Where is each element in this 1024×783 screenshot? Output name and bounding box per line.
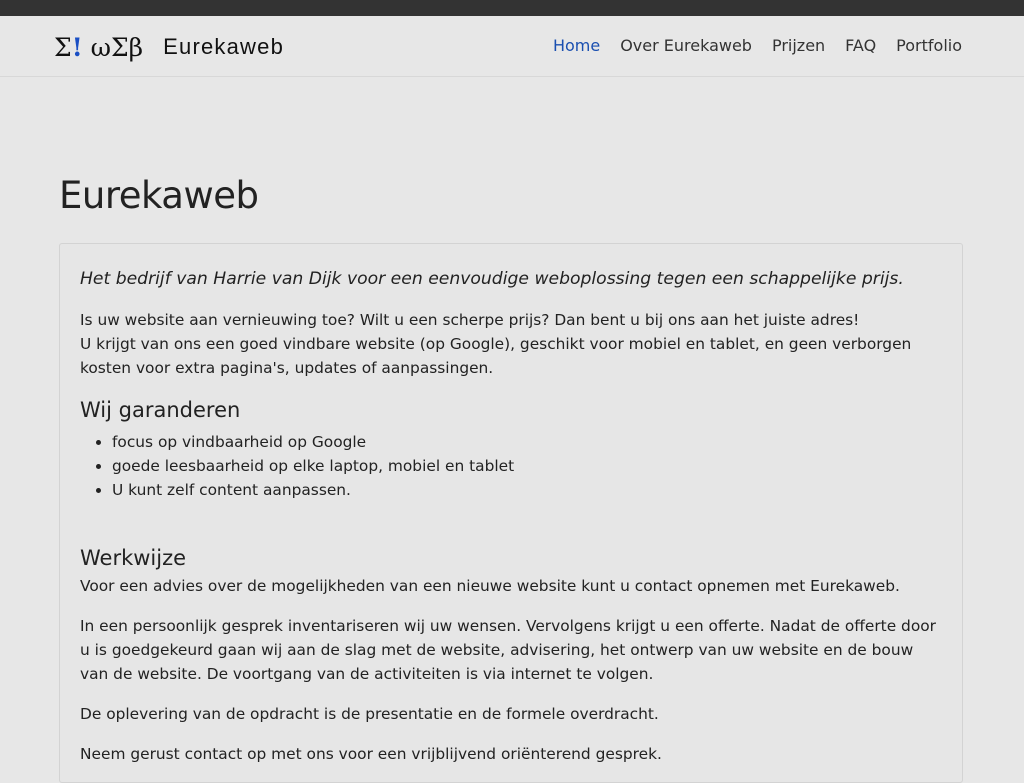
method-heading: Werkwijze (80, 546, 187, 570)
brand-name: Eurekaweb (163, 34, 285, 59)
lead-text: Het bedrijf van Harrie van Dijk voor een eenvoudige weboplossing tegen een schappelijke prijs. (80, 269, 904, 289)
nav-item-home[interactable]: Home (552, 36, 601, 55)
navbar (0, 16, 1024, 77)
nav-item-portfolio[interactable]: Portfolio (896, 36, 962, 55)
logo-symbols (54, 33, 143, 62)
intro-line-1: Is uw website aan vernieuwing toe? Wilt u een scherpe prijs? Dan bent u bij ons aan het juiste adres! (80, 311, 860, 329)
list-item: • goede leesbaarheid op elke laptop, mobiel en tablet (112, 454, 942, 478)
method-paragraph-1: Voor een advies over de mogelijkheden van een nieuwe website kunt u contact opnemen met Eurekaweb. (80, 577, 900, 595)
page-title: Eurekaweb (59, 174, 259, 217)
logo-greek-letters: ωΣβ (82, 32, 144, 62)
section-spacer (80, 502, 942, 544)
list-item: • U kunt zelf content aanpassen. (112, 478, 942, 502)
method-paragraph-3: De oplevering van de opdracht is de presentatie en de formele overdracht. (80, 705, 659, 723)
logo-sigma: Σ (54, 32, 72, 62)
guarantee-heading: Wij garanderen (80, 398, 241, 422)
method-paragraph-2: In een persoonlijk gesprek inventariseren wij uw wensen. Vervolgens krijgt u een offerte. Nadat de offerte door u is goedgekeurd gaan wij aan de slag met de website, advisering, het ontwerp van uw website en de bouw van de website. De voortgang van de activiteiten is via internet te volgen. (80, 617, 936, 683)
logo-exclamation: ! (71, 32, 83, 62)
nav-item-prijzen[interactable]: Prijzen (771, 36, 826, 55)
brand-logo[interactable] (54, 31, 284, 63)
nav-item-over-eurekaweb[interactable]: Over Eurekaweb (620, 36, 752, 55)
method-paragraph-4: Neem gerust contact op met ons voor een vrijblijvend oriënterend gesprek. (80, 745, 662, 763)
list-item: • focus op vindbaarheid op Google (112, 430, 942, 454)
nav-item-faq[interactable]: FAQ (845, 36, 877, 55)
guarantee-list (80, 430, 942, 502)
intro-paragraph (80, 308, 942, 380)
main-nav (553, 36, 962, 55)
top-strip (0, 0, 1024, 16)
intro-line-2: U krijgt van ons een goed vindbare website (op Google), geschikt voor mobiel en tablet, en geen verborgen kosten voor extra pagina's, updates of aanpassingen. (80, 335, 912, 377)
content-panel (59, 243, 963, 783)
